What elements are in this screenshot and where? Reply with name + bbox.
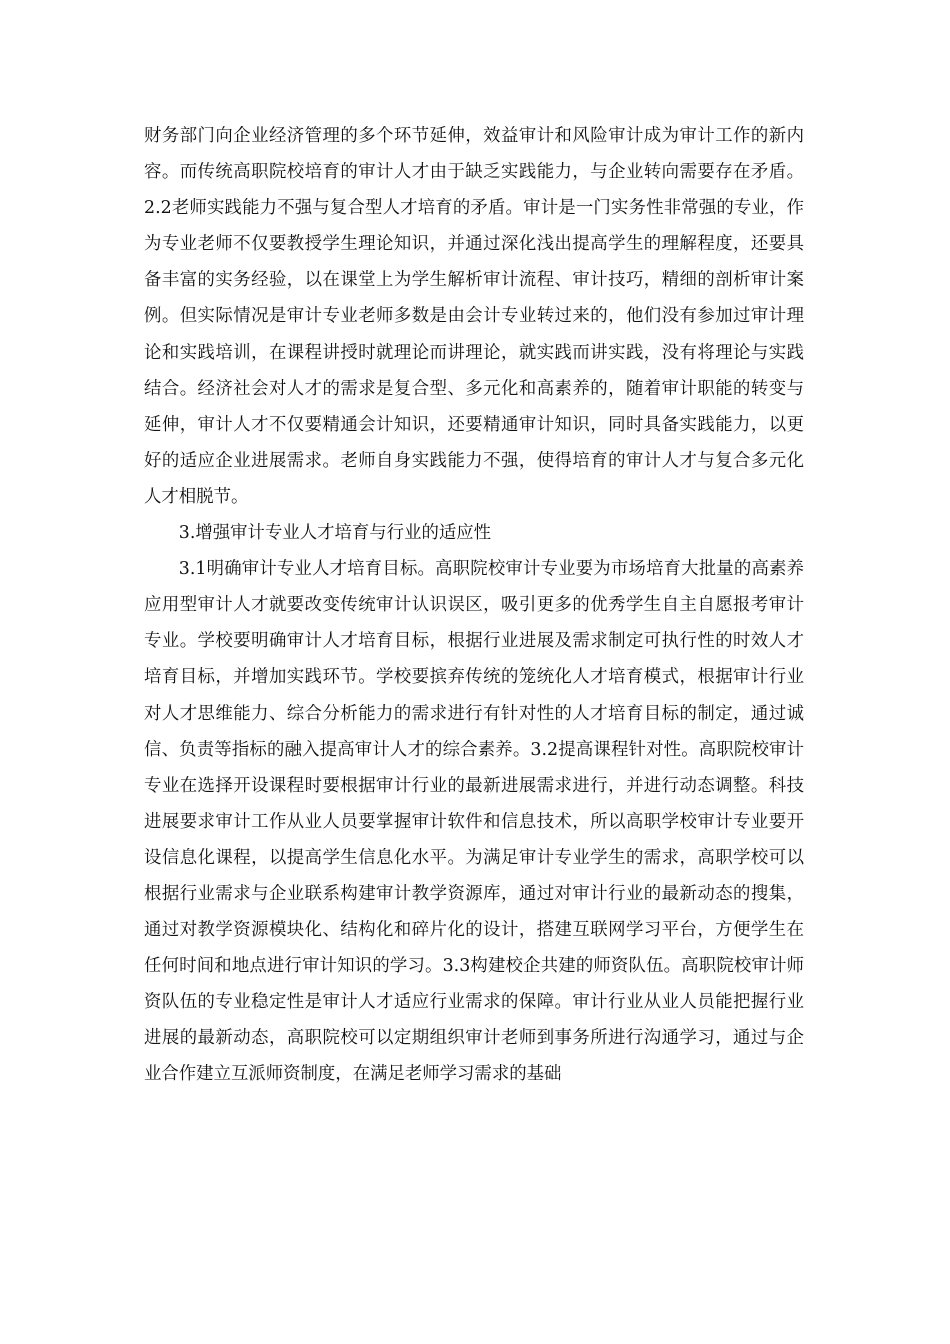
paragraph: 3.1明确审计专业人才培育目标。高职院校审计专业要为市场培育大批量的高素养应用型审计人才就要改变传统审计认识误区，吸引更多的优秀学生自主自愿报考审计专业。学校要明确审计人才培育目标，根据行业进展及需求制定可执行性的时效人才培育目标，并增加实践环节。学校要摈弃传统的笼统化人才培育模式，根据审计行业对人才思维能力、综合分析能力的需求进行有针对性的人才培育目标的制定，通过诚信、负责等指标的融入提高审计人才的综合素养。3.2提高课程针对性。高职院校审计专业在选择开设课程时要根据审计行业的最新进展需求进行，并进行动态调整。科技进展要求审计工作从业人员要掌握审计软件和信息技术，所以高职学校审计专业要开设信息化课程，以提高学生信息化水平。为满足审计专业学生的需求，高职学校可以根据行业需求与企业联系构建审计教学资源库，通过对审计行业的最新动态的搜集，通过对教学资源模块化、结构化和碎片化的设计，搭建互联网学习平台，方便学生在任何时间和地点进行审计知识的学习。3.3构建校企共建的师资队伍。高职院校审计师资队伍的专业稳定性是审计人才适应行业需求的保障。审计行业从业人员能把握行业进展的最新动态，高职院校可以定期组织审计老师到事务所进行沟通学习，通过与企业合作建立互派师资制度，在满足老师学习需求的基础 bbox=[144, 559, 804, 1085]
section-heading: 3.增强审计专业人才培育与行业的适应性 bbox=[178, 523, 492, 544]
paragraph-continued: 财务部门向企业经济管理的多个环节延伸，效益审计和风险审计成为审计工作的新内容。而传统高职院校培育的审计人才由于缺乏实践能力，与企业转向需要存在矛盾。2.2老师实践能力不强与复合型人才培育的矛盾。审计是一门实务性非常强的专业，作为专业老师不仅要教授学生理论知识，并通过深化浅出提高学生的理解程度，还要具备丰富的实务经验，以在课堂上为学生解析审计流程、审计技巧，精细的剖析审计案例。但实际情况是审计专业老师多数是由会计专业转过来的，他们没有参加过审计理论和实践培训，在课程讲授时就理论而讲理论，就实践而讲实践，没有将理论与实践结合。经济社会对人才的需求是复合型、多元化和高素养的，随着审计职能的转变与延伸，审计人才不仅要精通会计知识，还要精通审计知识，同时具备实践能力，以更好的适应企业进展需求。老师自身实践能力不强，使得培育的审计人才与复合多元化人才相脱节。 bbox=[144, 126, 804, 507]
document-body bbox=[144, 118, 804, 1093]
